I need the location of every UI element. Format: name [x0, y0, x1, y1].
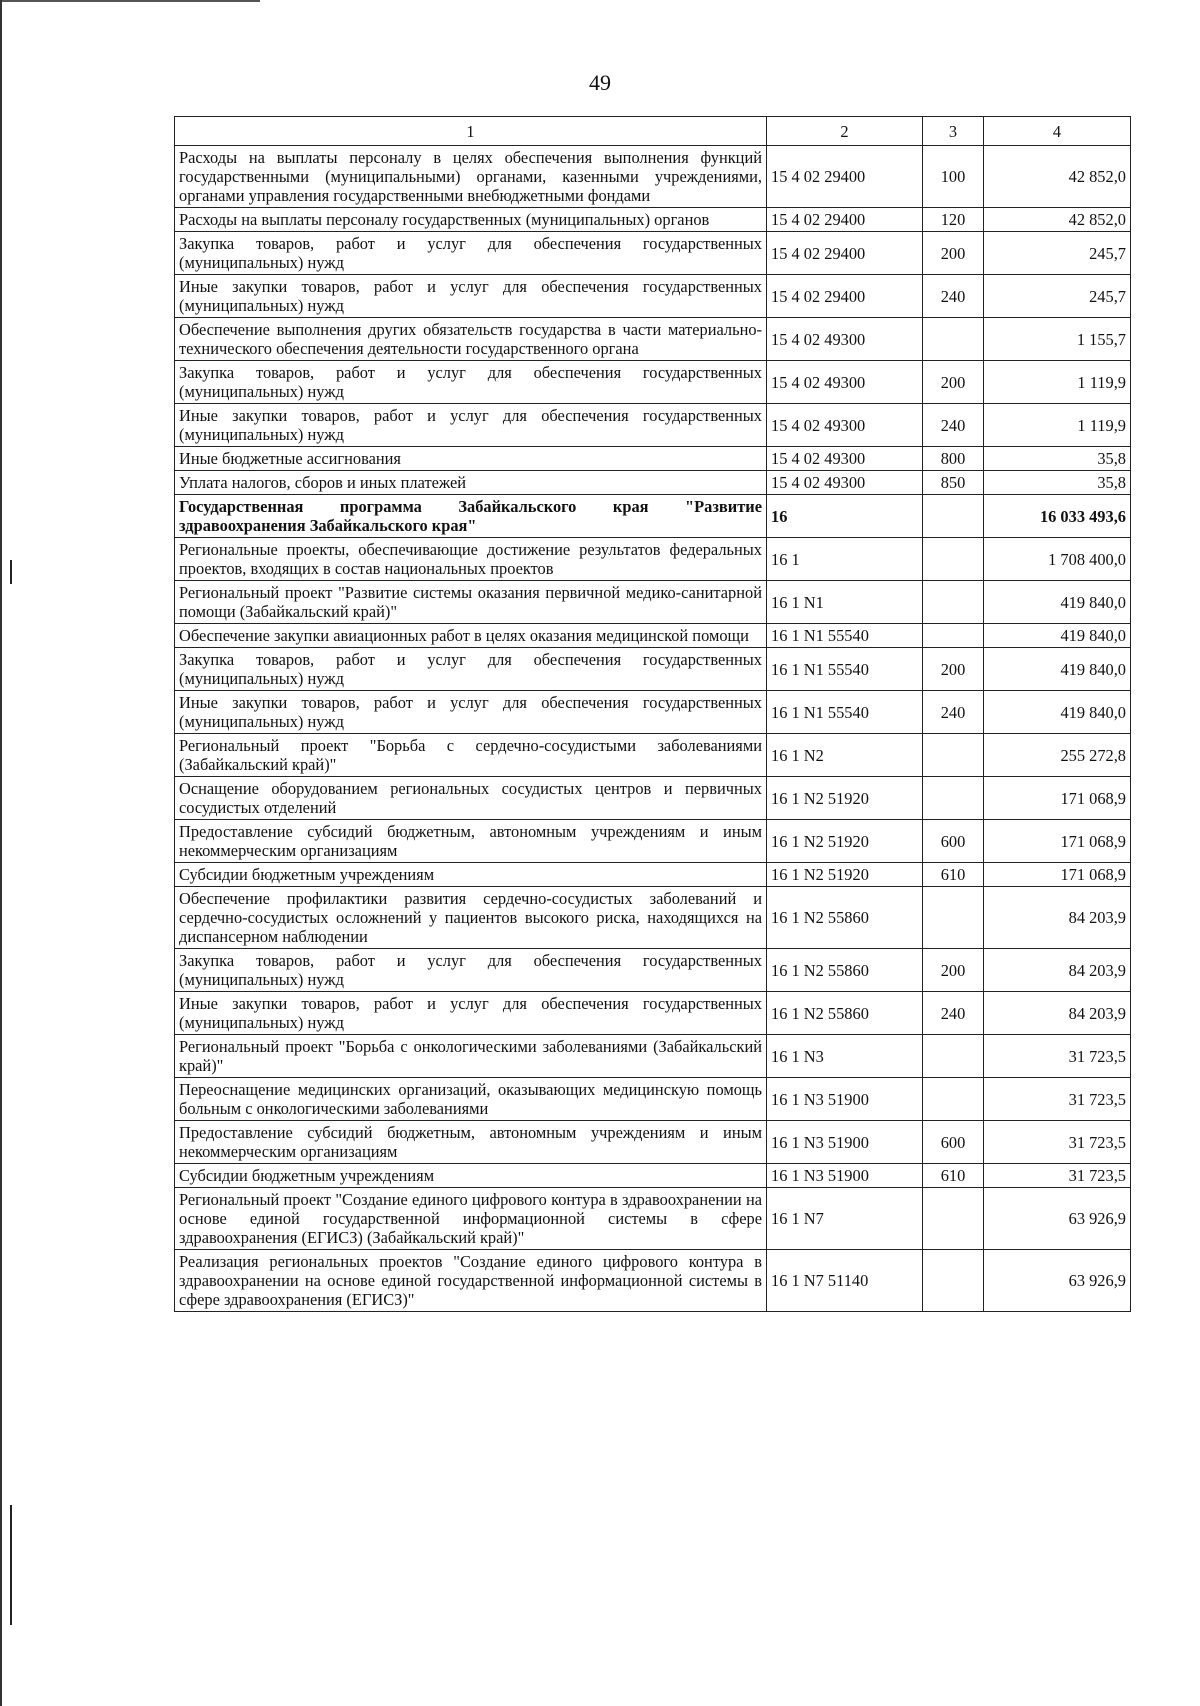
row-amount: 84 203,9 [984, 949, 1131, 992]
row-type [923, 495, 984, 538]
row-name: Иные закупки товаров, работ и услуг для обеспечения государственных (муниципальных) нужд [175, 404, 767, 447]
row-amount: 1 708 400,0 [984, 538, 1131, 581]
row-type: 600 [923, 1121, 984, 1164]
row-amount: 63 926,9 [984, 1188, 1131, 1250]
row-amount: 31 723,5 [984, 1121, 1131, 1164]
row-name: Закупка товаров, работ и услуг для обеспечения государственных (муниципальных) нужд [175, 361, 767, 404]
row-amount: 245,7 [984, 232, 1131, 275]
table-row [175, 538, 1131, 581]
table-row [175, 1078, 1131, 1121]
table-row [175, 404, 1131, 447]
table-row [175, 275, 1131, 318]
row-amount: 419 840,0 [984, 691, 1131, 734]
row-amount: 42 852,0 [984, 208, 1131, 232]
row-type [923, 777, 984, 820]
table-row [175, 734, 1131, 777]
row-name: Субсидии бюджетным учреждениям [175, 1164, 767, 1188]
row-name: Закупка товаров, работ и услуг для обеспечения государственных (муниципальных) нужд [175, 232, 767, 275]
row-type: 240 [923, 691, 984, 734]
row-type [923, 1035, 984, 1078]
row-name: Региональный проект "Борьба с сердечно-сосудистыми заболеваниями (Забайкальский край)" [175, 734, 767, 777]
row-code: 15 4 02 29400 [767, 208, 923, 232]
row-name: Уплата налогов, сборов и иных платежей [175, 471, 767, 495]
header-cell-amount: 4 [984, 117, 1131, 146]
header-cell-name: 1 [175, 117, 767, 146]
row-amount: 171 068,9 [984, 863, 1131, 887]
row-code: 16 [767, 495, 923, 538]
row-type [923, 887, 984, 949]
row-name: Обеспечение выполнения других обязательств государства в части материально-технического обеспечения деятельности государственного органа [175, 318, 767, 361]
table-row [175, 1164, 1131, 1188]
row-name: Иные закупки товаров, работ и услуг для обеспечения государственных (муниципальных) нужд [175, 992, 767, 1035]
table-row [175, 1035, 1131, 1078]
row-code: 16 1 N2 51920 [767, 820, 923, 863]
margin-mark [10, 560, 12, 584]
row-code: 16 1 N3 [767, 1035, 923, 1078]
row-code: 15 4 02 49300 [767, 447, 923, 471]
row-code: 15 4 02 49300 [767, 471, 923, 495]
row-type [923, 1188, 984, 1250]
row-name: Региональный проект "Борьба с онкологическими заболеваниями (Забайкальский край)" [175, 1035, 767, 1078]
row-name: Оснащение оборудованием региональных сосудистых центров и первичных сосудистых отделений [175, 777, 767, 820]
row-type [923, 734, 984, 777]
row-code: 16 1 N2 55860 [767, 949, 923, 992]
row-type: 850 [923, 471, 984, 495]
table-row [175, 949, 1131, 992]
row-code: 16 1 N2 [767, 734, 923, 777]
row-name: Закупка товаров, работ и услуг для обеспечения государственных (муниципальных) нужд [175, 648, 767, 691]
row-amount: 1 155,7 [984, 318, 1131, 361]
table-row [175, 1188, 1131, 1250]
row-type [923, 318, 984, 361]
row-type: 240 [923, 404, 984, 447]
row-type [923, 538, 984, 581]
row-amount: 419 840,0 [984, 624, 1131, 648]
row-amount: 31 723,5 [984, 1164, 1131, 1188]
row-name: Иные закупки товаров, работ и услуг для обеспечения государственных (муниципальных) нужд [175, 691, 767, 734]
row-type: 200 [923, 232, 984, 275]
row-code: 16 1 N2 55860 [767, 887, 923, 949]
row-amount: 63 926,9 [984, 1250, 1131, 1312]
row-type: 200 [923, 648, 984, 691]
row-code: 16 1 N1 [767, 581, 923, 624]
row-code: 16 1 N2 55860 [767, 992, 923, 1035]
row-code: 16 1 N7 51140 [767, 1250, 923, 1312]
row-name: Региональные проекты, обеспечивающие достижение результатов федеральных проектов, входящих в состав национальных проектов [175, 538, 767, 581]
table-row [175, 691, 1131, 734]
row-code: 15 4 02 49300 [767, 404, 923, 447]
table-row [175, 232, 1131, 275]
table-row [175, 581, 1131, 624]
row-amount: 245,7 [984, 275, 1131, 318]
table-row [175, 648, 1131, 691]
row-type [923, 1078, 984, 1121]
row-amount: 1 119,9 [984, 404, 1131, 447]
row-amount: 35,8 [984, 447, 1131, 471]
row-type [923, 581, 984, 624]
table-row [175, 887, 1131, 949]
row-amount: 255 272,8 [984, 734, 1131, 777]
table-row [175, 1121, 1131, 1164]
row-code: 15 4 02 29400 [767, 275, 923, 318]
row-name: Иные закупки товаров, работ и услуг для обеспечения государственных (муниципальных) нужд [175, 275, 767, 318]
row-name: Государственная программа Забайкальского края "Развитие здравоохранения Забайкальского края" [175, 495, 767, 538]
row-name: Региональный проект "Создание единого цифрового контура в здравоохранении на основе единой государственной информационной системы в сфере здравоохранения (ЕГИСЗ) (Забайкальский край)" [175, 1188, 767, 1250]
budget-table-body [175, 117, 1131, 1312]
scan-edge-top [0, 0, 260, 2]
table-row [175, 624, 1131, 648]
table-row [175, 208, 1131, 232]
row-name: Реализация региональных проектов "Создание единого цифрового контура в здравоохранении на основе единой государственной информационной системы в сфере здравоохранения (ЕГИСЗ)" [175, 1250, 767, 1312]
row-type: 100 [923, 146, 984, 208]
row-type: 800 [923, 447, 984, 471]
row-type [923, 1250, 984, 1312]
row-code: 15 4 02 49300 [767, 361, 923, 404]
row-name: Закупка товаров, работ и услуг для обеспечения государственных (муниципальных) нужд [175, 949, 767, 992]
row-amount: 42 852,0 [984, 146, 1131, 208]
row-type: 610 [923, 863, 984, 887]
row-name: Расходы на выплаты персоналу государственных (муниципальных) органов [175, 208, 767, 232]
row-code: 15 4 02 49300 [767, 318, 923, 361]
table-row [175, 447, 1131, 471]
table-row [175, 863, 1131, 887]
row-amount: 16 033 493,6 [984, 495, 1131, 538]
row-name: Субсидии бюджетным учреждениям [175, 863, 767, 887]
row-code: 16 1 N1 55540 [767, 624, 923, 648]
budget-table [174, 116, 1131, 1312]
table-row [175, 1250, 1131, 1312]
row-type: 120 [923, 208, 984, 232]
margin-mark [10, 1505, 12, 1625]
row-amount: 84 203,9 [984, 887, 1131, 949]
scan-edge-left [0, 0, 2, 1706]
row-code: 16 1 N3 51900 [767, 1121, 923, 1164]
row-amount: 419 840,0 [984, 581, 1131, 624]
table-row [175, 495, 1131, 538]
row-code: 16 1 N3 51900 [767, 1164, 923, 1188]
row-code: 15 4 02 29400 [767, 232, 923, 275]
table-row [175, 777, 1131, 820]
row-code: 16 1 [767, 538, 923, 581]
table-row [175, 318, 1131, 361]
row-amount: 31 723,5 [984, 1078, 1131, 1121]
row-code: 16 1 N1 55540 [767, 648, 923, 691]
row-type: 200 [923, 949, 984, 992]
row-name: Расходы на выплаты персоналу в целях обеспечения выполнения функций государственными (муниципальными) органами, казенными учреждениями, органами управления государственными внебюджетными фондами [175, 146, 767, 208]
table-row [175, 992, 1131, 1035]
row-type: 240 [923, 275, 984, 318]
row-amount: 31 723,5 [984, 1035, 1131, 1078]
row-code: 16 1 N3 51900 [767, 1078, 923, 1121]
row-type: 240 [923, 992, 984, 1035]
row-name: Иные бюджетные ассигнования [175, 447, 767, 471]
header-cell-code: 2 [767, 117, 923, 146]
row-type: 600 [923, 820, 984, 863]
row-name: Региональный проект "Развитие системы оказания первичной медико-санитарной помощи (Забайкальский край)" [175, 581, 767, 624]
row-code: 16 1 N7 [767, 1188, 923, 1250]
row-code: 15 4 02 29400 [767, 146, 923, 208]
table-row [175, 471, 1131, 495]
row-amount: 171 068,9 [984, 820, 1131, 863]
row-amount: 35,8 [984, 471, 1131, 495]
table-row [175, 361, 1131, 404]
row-type: 200 [923, 361, 984, 404]
row-code: 16 1 N1 55540 [767, 691, 923, 734]
table-row [175, 820, 1131, 863]
row-amount: 84 203,9 [984, 992, 1131, 1035]
row-name: Обеспечение профилактики развития сердечно-сосудистых заболеваний и сердечно-сосудистых осложнений у пациентов высокого риска, находящихся на диспансерном наблюдении [175, 887, 767, 949]
row-name: Обеспечение закупки авиационных работ в целях оказания медицинской помощи [175, 624, 767, 648]
table-header-row [175, 117, 1131, 146]
page-number: 49 [589, 70, 611, 95]
row-amount: 1 119,9 [984, 361, 1131, 404]
table-row [175, 146, 1131, 208]
row-name: Переоснащение медицинских организаций, оказывающих медицинскую помощь больным с онкологическими заболеваниями [175, 1078, 767, 1121]
row-amount: 419 840,0 [984, 648, 1131, 691]
row-code: 16 1 N2 51920 [767, 777, 923, 820]
row-type [923, 624, 984, 648]
header-cell-type: 3 [923, 117, 984, 146]
row-code: 16 1 N2 51920 [767, 863, 923, 887]
row-amount: 171 068,9 [984, 777, 1131, 820]
row-name: Предоставление субсидий бюджетным, автономным учреждениям и иным некоммерческим организациям [175, 1121, 767, 1164]
row-type: 610 [923, 1164, 984, 1188]
row-name: Предоставление субсидий бюджетным, автономным учреждениям и иным некоммерческим организациям [175, 820, 767, 863]
